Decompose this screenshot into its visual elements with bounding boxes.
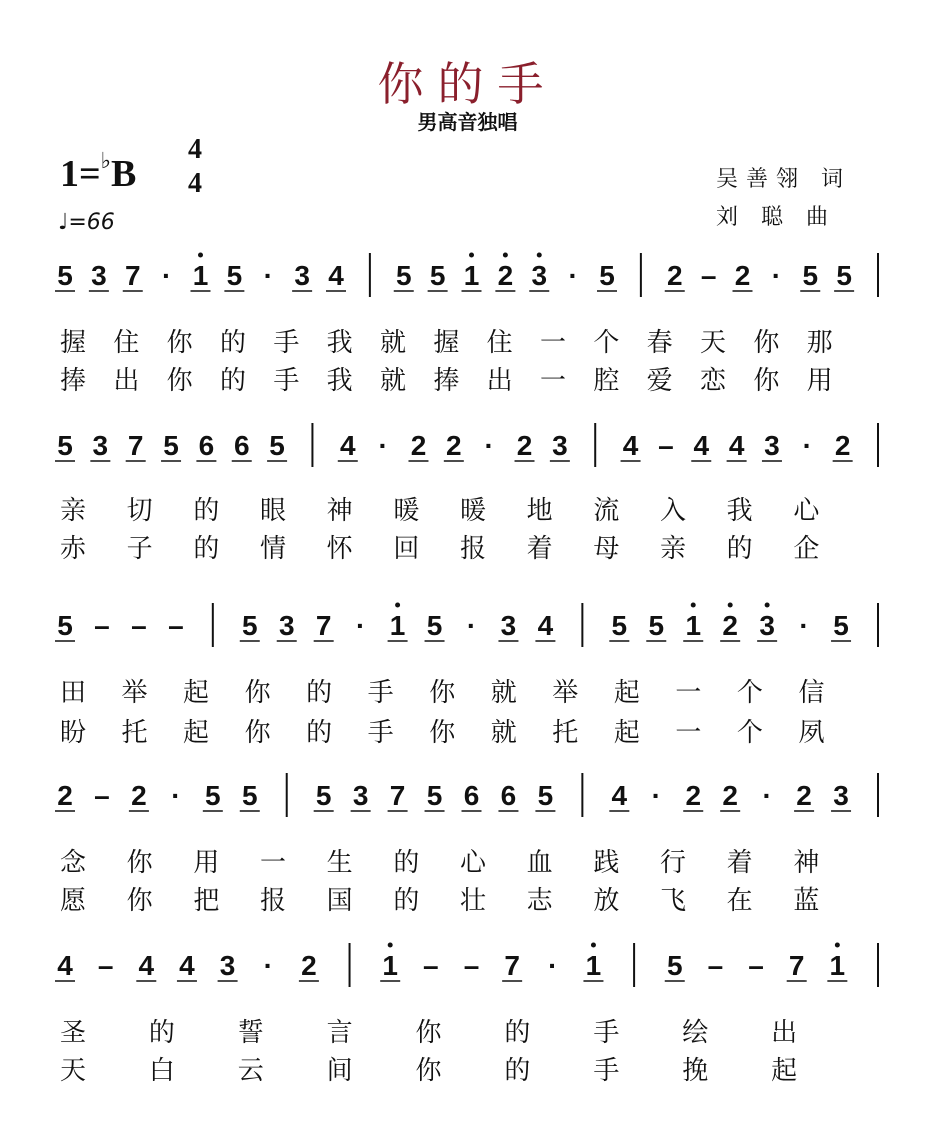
note: 1 xyxy=(463,260,480,291)
lyric-char: 春 xyxy=(646,328,673,358)
note: 5 xyxy=(426,780,443,811)
lyric-char: 你 xyxy=(429,718,456,748)
lyric-char: 云 xyxy=(237,1056,264,1086)
lyric-char: 的 xyxy=(148,1018,175,1048)
lyric-char: 的 xyxy=(504,1018,531,1048)
lyric-line xyxy=(58,360,878,394)
note: 7 xyxy=(124,260,141,291)
lyric-char: 国 xyxy=(326,886,353,916)
note: – xyxy=(423,950,439,981)
note: 7 xyxy=(127,430,144,461)
lyric-char: 蓝 xyxy=(793,886,820,916)
lyric-char: 出 xyxy=(486,366,513,396)
note: – xyxy=(658,430,674,461)
note: · xyxy=(355,610,366,641)
note: 5 xyxy=(802,260,819,291)
lyric-char: 着 xyxy=(526,534,553,564)
note: 5 xyxy=(226,260,243,291)
note: 4 xyxy=(693,430,710,461)
note: 2 xyxy=(516,430,533,461)
note: 2 xyxy=(131,780,147,811)
note: · xyxy=(263,950,273,981)
lyric-line xyxy=(58,322,878,356)
octave-dot xyxy=(503,253,508,258)
note: 6 xyxy=(463,780,480,811)
lyric-char: 你 xyxy=(166,328,193,358)
note: 5 xyxy=(395,260,412,291)
note: 4 xyxy=(611,780,628,811)
lyric-char: 托 xyxy=(121,718,148,748)
note: 1 xyxy=(585,950,602,981)
note: 5 xyxy=(666,950,683,981)
lyric-char: 誓 xyxy=(237,1018,264,1048)
lyric-char: 就 xyxy=(379,366,407,396)
note: 3 xyxy=(531,260,548,291)
lyric-char: 你 xyxy=(415,1018,442,1048)
note: 4 xyxy=(138,950,155,981)
lyric-char: 手 xyxy=(273,366,300,396)
note: – xyxy=(131,610,147,641)
lyric-char: 你 xyxy=(753,366,780,396)
lyric-char: 腔 xyxy=(593,366,620,396)
lyric-char: 就 xyxy=(490,718,517,748)
note: 5 xyxy=(57,430,73,461)
lyric-char: 的 xyxy=(306,678,333,708)
lyric-char: 流 xyxy=(593,496,620,526)
note: 2 xyxy=(410,430,427,461)
lyric-line xyxy=(58,1012,878,1046)
note: 2 xyxy=(301,950,317,981)
note: 2 xyxy=(666,260,683,291)
note: · xyxy=(762,780,772,811)
note: 1 xyxy=(192,260,209,291)
lyric-char: 情 xyxy=(259,534,287,564)
lyric-char: 子 xyxy=(126,534,153,564)
note: 2 xyxy=(685,780,702,811)
note: – xyxy=(748,950,764,981)
note: 3 xyxy=(764,430,780,461)
lyric-char: 的 xyxy=(393,886,420,916)
lyric-char: 你 xyxy=(126,886,153,916)
octave-dot xyxy=(835,943,840,948)
lyric-char: 暖 xyxy=(459,496,487,526)
lyric-char: 报 xyxy=(259,886,287,916)
lyric-char: 个 xyxy=(736,678,763,708)
lyric-char: 志 xyxy=(526,886,553,916)
lyric-char: 你 xyxy=(753,328,780,358)
lyric-char: 手 xyxy=(367,678,394,708)
lyric-char: 手 xyxy=(593,1056,620,1086)
lyric-char: 回 xyxy=(393,534,420,564)
lyric-char: 亲 xyxy=(659,534,687,564)
note: · xyxy=(484,430,494,461)
lyric-char: 捧 xyxy=(59,366,87,396)
lyric-char: 眼 xyxy=(259,496,287,526)
lyric-char: 你 xyxy=(126,848,153,878)
note: · xyxy=(263,260,273,291)
lyric-char: 盼 xyxy=(59,718,87,748)
note: · xyxy=(466,610,477,641)
note: · xyxy=(568,260,578,291)
lyric-char: 血 xyxy=(526,848,553,878)
lyric-line xyxy=(58,490,878,524)
note: 5 xyxy=(836,260,852,291)
lyric-char: 起 xyxy=(183,718,210,748)
lyric-char: 我 xyxy=(326,366,353,396)
note: 2 xyxy=(57,780,73,811)
note: 2 xyxy=(834,430,851,461)
note: 5 xyxy=(599,260,615,291)
time-signature-top: 4 xyxy=(188,134,202,165)
lyric-char: 怀 xyxy=(326,534,353,564)
note: 5 xyxy=(537,780,554,811)
composer-credit: 刘 聪 曲 xyxy=(716,205,836,230)
lyric-char: 手 xyxy=(367,718,394,748)
note: – xyxy=(700,260,717,291)
note: 4 xyxy=(57,950,73,981)
lyric-char: 住 xyxy=(113,328,140,358)
lyric-char: 田 xyxy=(59,678,87,708)
note: 5 xyxy=(611,610,628,641)
note: · xyxy=(771,260,782,291)
note: 4 xyxy=(537,610,554,641)
note: 5 xyxy=(57,260,73,291)
lyric-char: 手 xyxy=(273,328,300,358)
note: 3 xyxy=(92,430,109,461)
lyric-char: 白 xyxy=(148,1056,175,1086)
lyric-char: 我 xyxy=(326,328,353,358)
note: 2 xyxy=(497,260,514,291)
lyric-char: 的 xyxy=(219,328,247,358)
lyric-char: 壮 xyxy=(459,886,487,916)
note: 3 xyxy=(500,610,517,641)
note: 2 xyxy=(722,610,738,641)
note: 3 xyxy=(294,260,310,291)
lyric-char: 生 xyxy=(326,848,353,878)
lyric-char: 暖 xyxy=(393,496,420,526)
note: · xyxy=(171,780,181,811)
lyric-line xyxy=(58,842,878,876)
note: 6 xyxy=(198,430,215,461)
lyric-char: 捧 xyxy=(433,366,460,396)
note: 5 xyxy=(269,430,285,461)
octave-dot xyxy=(728,603,733,608)
lyric-char: 的 xyxy=(393,848,420,878)
lyric-char: 的 xyxy=(306,718,333,748)
note: 3 xyxy=(219,950,236,981)
lyric-char: 举 xyxy=(121,678,148,708)
note: 5 xyxy=(833,610,849,641)
key-letter: B xyxy=(111,153,137,195)
lyric-char: 神 xyxy=(793,848,820,878)
note: 1 xyxy=(389,610,406,641)
lyric-char: 用 xyxy=(193,848,220,878)
lyric-char: 绘 xyxy=(682,1018,709,1048)
lyric-char: 行 xyxy=(659,848,687,878)
note: 3 xyxy=(91,260,107,291)
lyric-char: 用 xyxy=(806,366,833,396)
lyric-char: 着 xyxy=(726,848,753,878)
lyric-char: 间 xyxy=(326,1056,353,1086)
note: – xyxy=(97,950,114,981)
lyric-char: 那 xyxy=(806,328,833,358)
octave-dot xyxy=(691,603,696,608)
lyric-char: 天 xyxy=(699,328,727,358)
lyric-char: 愿 xyxy=(59,886,87,916)
octave-dot xyxy=(537,253,542,258)
note: 5 xyxy=(648,610,665,641)
lyric-char: 出 xyxy=(113,366,140,396)
note: 7 xyxy=(389,780,406,811)
lyric-char: 就 xyxy=(490,678,517,708)
lyric-char: 把 xyxy=(193,886,220,916)
note: 1 xyxy=(829,950,846,981)
note: 6 xyxy=(233,430,250,461)
lyric-char: 一 xyxy=(539,366,567,396)
lyric-char: 手 xyxy=(593,1018,620,1048)
note: 4 xyxy=(328,260,344,291)
note: 7 xyxy=(788,950,805,981)
lyric-char: 的 xyxy=(219,366,247,396)
note: 7 xyxy=(504,950,520,981)
note: 7 xyxy=(315,610,332,641)
note: – xyxy=(168,610,184,641)
lyric-char: 住 xyxy=(486,328,513,358)
note: 4 xyxy=(339,430,356,461)
lyric-char: 地 xyxy=(526,496,553,526)
note: 2 xyxy=(734,260,751,291)
lyric-char: 的 xyxy=(504,1056,531,1086)
note: 3 xyxy=(552,430,568,461)
lyric-char: 个 xyxy=(593,328,620,358)
lyricist-credit: 吴善翎 词 xyxy=(716,167,851,192)
lyric-char: 起 xyxy=(771,1056,798,1086)
lyric-char: 入 xyxy=(659,496,687,526)
note: 2 xyxy=(796,780,812,811)
note: 4 xyxy=(728,430,745,461)
note: 2 xyxy=(446,430,462,461)
lyric-char: 你 xyxy=(166,366,193,396)
lyric-char: 起 xyxy=(613,678,640,708)
lyric-char: 握 xyxy=(433,328,460,358)
lyric-char: 报 xyxy=(459,534,487,564)
lyric-char: 你 xyxy=(429,678,456,708)
note: 5 xyxy=(315,780,332,811)
octave-dot xyxy=(469,253,474,258)
note: 2 xyxy=(722,780,738,811)
lyric-char: 你 xyxy=(244,678,271,708)
lyric-char: 起 xyxy=(613,718,640,748)
lyric-char: 企 xyxy=(793,534,820,564)
lyric-char: 你 xyxy=(244,718,271,748)
note: · xyxy=(161,260,172,291)
lyric-char: 践 xyxy=(593,848,620,878)
lyric-char: 放 xyxy=(593,886,620,916)
note: 1 xyxy=(685,610,702,641)
note: 3 xyxy=(833,780,849,811)
lyric-char: 母 xyxy=(593,534,620,564)
lyric-line xyxy=(58,672,878,706)
lyric-char: 出 xyxy=(771,1018,798,1048)
octave-dot xyxy=(395,603,400,608)
octave-dot xyxy=(591,943,596,948)
lyric-char: 切 xyxy=(126,496,153,526)
lyric-line xyxy=(58,528,878,562)
lyric-char: 信 xyxy=(798,678,825,708)
lyric-char: 亲 xyxy=(59,496,87,526)
note: 5 xyxy=(426,610,443,641)
lyric-char: 就 xyxy=(379,328,407,358)
song-title: 你的手 xyxy=(377,57,558,111)
lyric-char: 的 xyxy=(726,534,753,564)
lyric-char: 恋 xyxy=(699,366,727,396)
note: · xyxy=(651,780,661,811)
song-subtitle: 男高音独唱 xyxy=(417,110,518,134)
note: 5 xyxy=(163,430,179,461)
note: – xyxy=(94,610,110,641)
note: 4 xyxy=(179,950,195,981)
lyric-char: 握 xyxy=(59,328,87,358)
note: · xyxy=(378,430,388,461)
lyric-line xyxy=(58,712,878,746)
octave-dot xyxy=(765,603,770,608)
lyric-line xyxy=(58,880,878,914)
lyric-char: 一 xyxy=(539,328,567,358)
time-signature-bottom: 4 xyxy=(188,168,202,199)
lyric-char: 爱 xyxy=(646,366,673,396)
lyric-char: 托 xyxy=(552,718,579,748)
lyric-char: 念 xyxy=(59,848,87,878)
note: 5 xyxy=(241,610,258,641)
lyric-line xyxy=(58,1050,878,1084)
note: – xyxy=(463,950,480,981)
lyric-char: 挽 xyxy=(682,1056,709,1086)
note: – xyxy=(94,780,110,811)
lyric-char: 一 xyxy=(675,718,702,748)
lyric-char: 举 xyxy=(552,678,579,708)
octave-dot xyxy=(198,253,203,258)
lyric-char: 你 xyxy=(415,1056,442,1086)
lyric-char: 的 xyxy=(193,534,220,564)
note: 3 xyxy=(759,610,775,641)
lyric-char: 圣 xyxy=(59,1018,87,1048)
lyric-char: 神 xyxy=(326,496,353,526)
lyric-char: 天 xyxy=(59,1056,87,1086)
lyric-char: 起 xyxy=(183,678,210,708)
lyric-char: 飞 xyxy=(659,886,687,916)
note: · xyxy=(548,950,558,981)
octave-dot xyxy=(388,943,393,948)
lyric-char: 个 xyxy=(736,718,763,748)
lyric-char: 言 xyxy=(326,1018,353,1048)
lyric-char: 一 xyxy=(675,678,702,708)
note: 5 xyxy=(429,260,446,291)
lyric-char: 我 xyxy=(726,496,753,526)
note: 1 xyxy=(382,950,398,981)
lyric-char: 赤 xyxy=(59,534,87,564)
note: 3 xyxy=(352,780,369,811)
note: · xyxy=(799,610,809,641)
key-number: 1= xyxy=(60,153,101,195)
lyric-char: 夙 xyxy=(798,718,825,748)
note: 5 xyxy=(241,780,258,811)
lyric-char: 心 xyxy=(793,496,820,526)
flat-symbol: ♭ xyxy=(100,148,112,173)
lyric-char: 一 xyxy=(259,848,287,878)
note: 4 xyxy=(622,430,639,461)
note: · xyxy=(802,430,812,461)
lyric-char: 在 xyxy=(726,886,753,916)
note: – xyxy=(707,950,724,981)
lyric-char: 心 xyxy=(459,848,487,878)
note: 5 xyxy=(205,780,221,811)
note: 6 xyxy=(500,780,517,811)
note: 5 xyxy=(57,610,73,641)
tempo-marking: ♩=66 xyxy=(58,210,115,235)
note: 3 xyxy=(278,610,295,641)
lyric-char: 的 xyxy=(193,496,220,526)
